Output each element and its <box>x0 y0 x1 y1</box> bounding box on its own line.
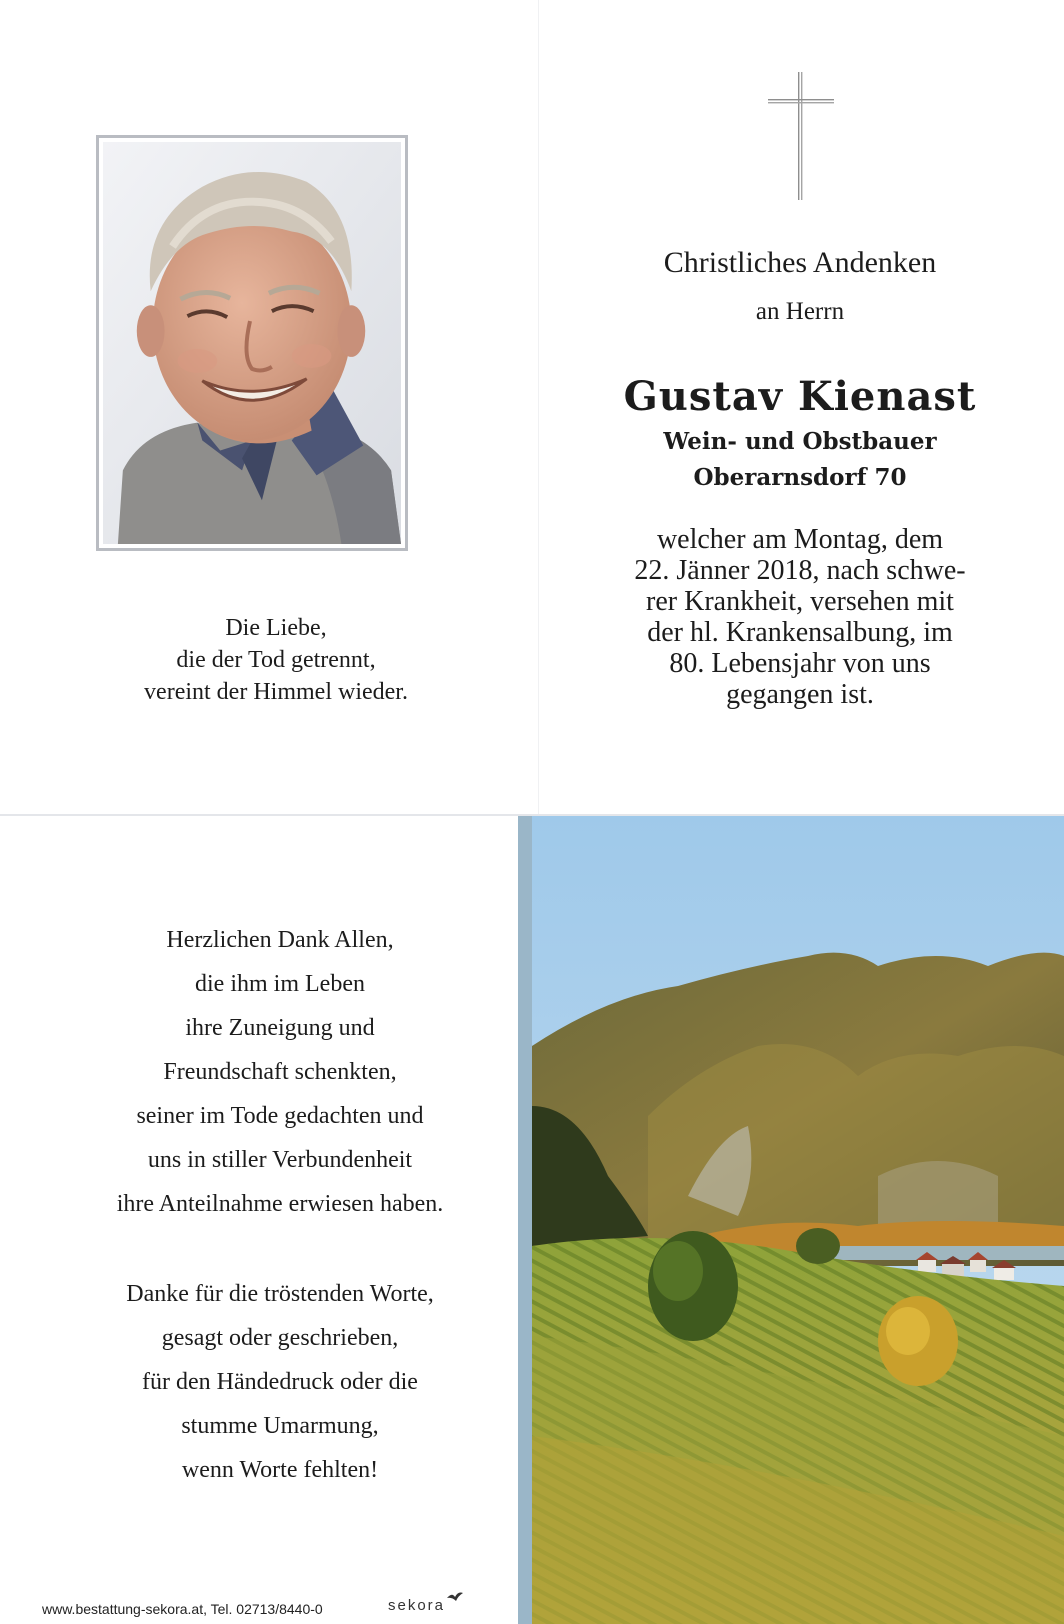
deceased-name: Gustav Kienast <box>623 373 977 420</box>
memorial-quote <box>96 612 456 708</box>
bird-icon <box>446 1590 464 1604</box>
address: Oberarnsdorf 70 <box>693 464 907 491</box>
thanks-line: gesagt oder geschrieben, <box>161 1325 399 1351</box>
portrait-illustration <box>103 142 401 544</box>
thanks-line: ihre Zuneigung und <box>185 1015 375 1041</box>
thanks-line: uns in stiller Verbundenheit <box>147 1147 413 1173</box>
quote-line: Die Liebe, <box>225 615 327 641</box>
thanks-line: die ihm im Leben <box>195 971 365 997</box>
card-heading: Christliches Andenken <box>663 246 937 279</box>
thanks-line: für den Händedruck oder die <box>142 1369 418 1395</box>
death-notice-line: 22. Jänner 2018, nach schwe- <box>634 555 966 586</box>
landscape-illustration <box>518 816 1064 1624</box>
thanks-line: wenn Worte fehlten! <box>181 1457 379 1483</box>
death-notice <box>560 524 1040 710</box>
death-notice-line: 80. Lebensjahr von uns <box>669 648 931 679</box>
thanks-line: Freundschaft schenkten, <box>163 1059 397 1085</box>
thanks-line: Herzlichen Dank Allen, <box>166 927 394 953</box>
fold-line-vertical <box>538 0 539 814</box>
death-notice-line: rer Krankheit, versehen mit <box>646 586 954 617</box>
thanks-line: seiner im Tode gedachten und <box>136 1103 424 1129</box>
quote-line: vereint der Himmel wieder. <box>144 679 408 705</box>
occupation: Wein- und Obstbauer <box>663 428 937 455</box>
funeral-home-logo: sekora <box>388 1597 446 1614</box>
death-notice-line: gegangen ist. <box>726 679 874 710</box>
thanks-paragraph-2 <box>40 1272 520 1492</box>
thanks-paragraph-1 <box>40 918 520 1226</box>
salutation: an Herrn <box>755 298 845 325</box>
death-notice-line: der hl. Krankensalbung, im <box>647 617 953 648</box>
portrait-photo <box>103 142 401 544</box>
vineyard-landscape-photo <box>518 816 1064 1624</box>
thanks-line: ihre Anteilnahme erwiesen haben. <box>116 1191 444 1217</box>
portrait-frame <box>96 135 408 551</box>
death-notice-line: welcher am Montag, dem <box>656 524 944 555</box>
thanks-line: Danke für die tröstenden Worte, <box>126 1281 434 1307</box>
quote-line: die der Tod getrennt, <box>176 647 376 673</box>
thanks-line: stumme Umarmung, <box>181 1413 379 1439</box>
funeral-home-contact: www.bestattung-sekora.at, Tel. 02713/8440-0 <box>42 1601 323 1617</box>
cross-icon <box>768 72 834 200</box>
